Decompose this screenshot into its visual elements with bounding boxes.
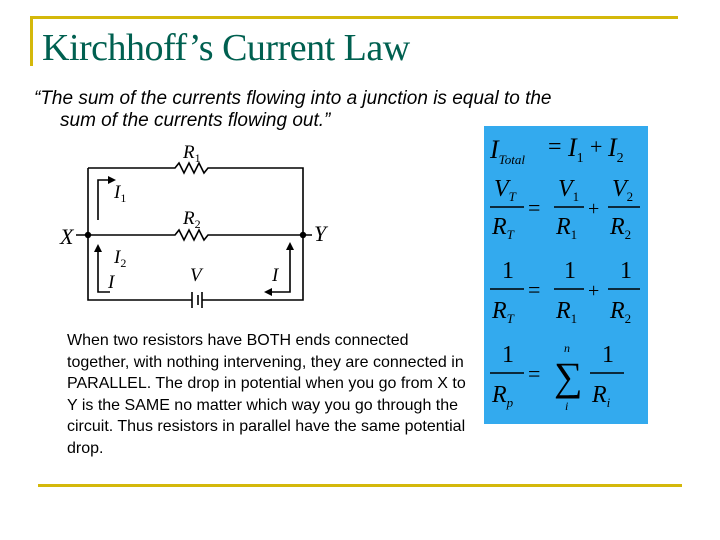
label-i2: $I_2$ [114,247,127,270]
svg-text:I1: $I_1$ [568,133,584,166]
svg-text:V2: $V_2$ [612,176,634,204]
junction-x [85,232,91,238]
svg-text:I2: $I_2$ [608,133,624,166]
equations-panel [484,126,648,424]
svg-text:∑: ∑ [554,354,583,399]
svg-text:n: n [564,341,570,355]
svg-text:+: + [590,134,603,159]
svg-text:R1: $R_1$ [556,298,578,326]
svg-text:+: + [588,198,600,220]
svg-text:+: + [588,280,600,302]
svg-text:=: = [548,134,562,160]
svg-text:R2: $R_2$ [610,214,632,242]
svg-text:1: 1 [564,258,576,284]
label-x: X [60,224,74,249]
svg-text:V1: $V_1$ [558,176,580,204]
label-i-left: I [108,272,115,293]
frame-bottom-border [38,484,682,487]
svg-text:Ri: $R_i$ [592,382,611,410]
parallel-explanation: When two resistors have BOTH ends connected together, with nothing intervening, they are connected in PARALLEL. The drop in potential when you go from X to Y is the SAME no matter which way you go through the circuit. Thus resistors in parallel have the same potential drop. [67,332,466,457]
svg-text:Rp: $R_p$ [492,382,514,410]
equation-total-current [489,133,624,167]
svg-text:=: = [528,277,541,302]
label-i-right: I [272,265,279,286]
label-i1: $I_1$ [114,182,127,205]
svg-text:1: 1 [602,342,614,368]
equation-voltage-ratio [490,176,640,242]
label-v: V [190,265,202,286]
arrow-i2 [94,244,102,252]
arrow-i-up [286,242,294,250]
label-y: Y [314,221,327,246]
svg-text:R1: $R_1$ [556,214,578,242]
label-r1: $R_1$ [183,142,201,165]
frame-left-border [30,16,33,66]
svg-text:RT: $R_T$ [492,214,514,242]
parallel-circuit-diagram [40,138,340,318]
svg-text:1: 1 [502,258,514,284]
equation-resistance-sum [490,258,640,326]
svg-text:ITotal: $I_{Total}$ [490,135,525,167]
law-quote-line2: sum of the currents flowing out.” [60,110,331,131]
svg-text:1: 1 [620,258,632,284]
frame-top-border [30,16,678,19]
svg-text:1: 1 [502,342,514,368]
svg-text:RT: $R_T$ [492,298,514,326]
slide-title: Kirchhoff’s Current Law [42,27,410,69]
junction-y [300,232,306,238]
label-r2: $R_2$ [183,208,201,231]
equation-parallel-sum [490,341,624,413]
svg-text:R2: $R_2$ [610,298,632,326]
law-quote-line1: “The sum of the currents flowing into a junction is equal to the [34,88,552,109]
svg-text:=: = [528,361,541,386]
arrow-i-right [264,288,272,296]
svg-text:i: i [565,399,569,413]
svg-text:VT: $V_T$ [494,176,516,204]
svg-text:=: = [528,195,541,220]
